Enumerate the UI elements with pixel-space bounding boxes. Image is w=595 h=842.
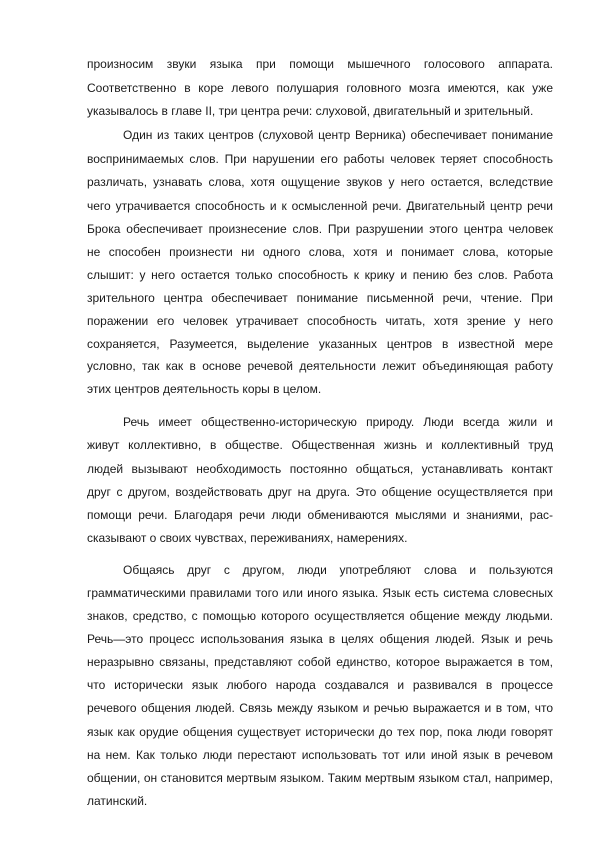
text-line: Соответственно в коре левого полушария головного мозга имеются, как уже (87, 81, 553, 95)
text-line: людей вызывают необходимость постоянно общаться, устанавливать контакт (87, 462, 553, 476)
text-line: Общаясь друг с другом, люди употребляют слова и пользуются (123, 563, 553, 577)
text-line: зрительного центра обеспечивает понимание письменной речи, чтение. При (87, 291, 553, 305)
text-line: чего утрачивается способность и к осмысленной речи. Двигательный центр речи (87, 199, 553, 213)
text-line: воспринимаемых слов. При нарушении его работы человек теряет способность (87, 152, 553, 166)
text-line: произносим звуки языка при помощи мышечного голосового аппарата. (87, 57, 553, 71)
text-line: неразрывно связаны, представляют собой единство, которое выражается в том, (87, 655, 553, 669)
text-line: Брока обеспечивает произнесение слов. При разрушении этого центра человек (87, 222, 553, 236)
text-line: этих центров деятельность коры в целом. (87, 382, 322, 396)
text-line: друг с другом, воздействовать друг на друга. Это общение осуществляется при (87, 485, 553, 499)
text-line: сказывают о своих чувствах, переживаниях, намерениях. (87, 531, 408, 545)
text-line: речевого общения людей. Связь между языком и речью выражается и в том, что (87, 701, 553, 715)
text-line: помощи речи. Благодаря речи люди обмениваются мыслями и знаниями, рас- (87, 508, 553, 522)
text-line: на нем. Как только люди перестают использовать тот или иной язык в речевом (87, 748, 553, 762)
text-line: грамматическими правилами того или иного языка. Язык есть система словесных (87, 586, 553, 600)
text-line: Речь—это процесс использования языка в целях общения людей. Язык и речь (87, 632, 553, 646)
text-line: слышит: у него остается только способность к крику и пению без слов. Работа (87, 268, 553, 282)
text-line: не способен произнести ни одного слова, хотя и понимает слова, которые (87, 245, 553, 259)
text-line: латинский. (87, 794, 148, 808)
text-line: условно, так как в основе речевой деятельности лежит объединяющая работу (87, 359, 553, 373)
text-line: живут коллективно, в обществе. Общественная жизнь и коллективный труд (87, 438, 553, 452)
text-line: сохраняется, Разумеется, выделение указанных центров в известной мере (87, 337, 553, 351)
text-line: различать, узнавать слова, хотя ощущение звуков у него остается, вследствие (87, 175, 553, 189)
text-line: поражении его человек утрачивает способность читать, хотя зрение у него (87, 314, 553, 328)
text-line: знаков, средство, с помощью которого осуществляется общение между людьми. (87, 609, 553, 623)
text-line: Речь имеет общественно-историческую природу. Люди всегда жили и (123, 415, 553, 429)
text-line: что исторически язык любого народа создавался и развивался в процессе (87, 678, 553, 692)
text-line: общении, он становится мертвым языком. Таким мертвым языком стал, например, (87, 771, 553, 785)
text-line: указывалось в главе II, три центра речи: слуховой, двигательный и зрительный. (87, 104, 534, 118)
text-line: Один из таких центров (слуховой центр Верника) обеспечивает понимание (123, 128, 553, 142)
text-line: язык как орудие общения существует исторически до тех пор, пока люди говорят (87, 725, 553, 739)
